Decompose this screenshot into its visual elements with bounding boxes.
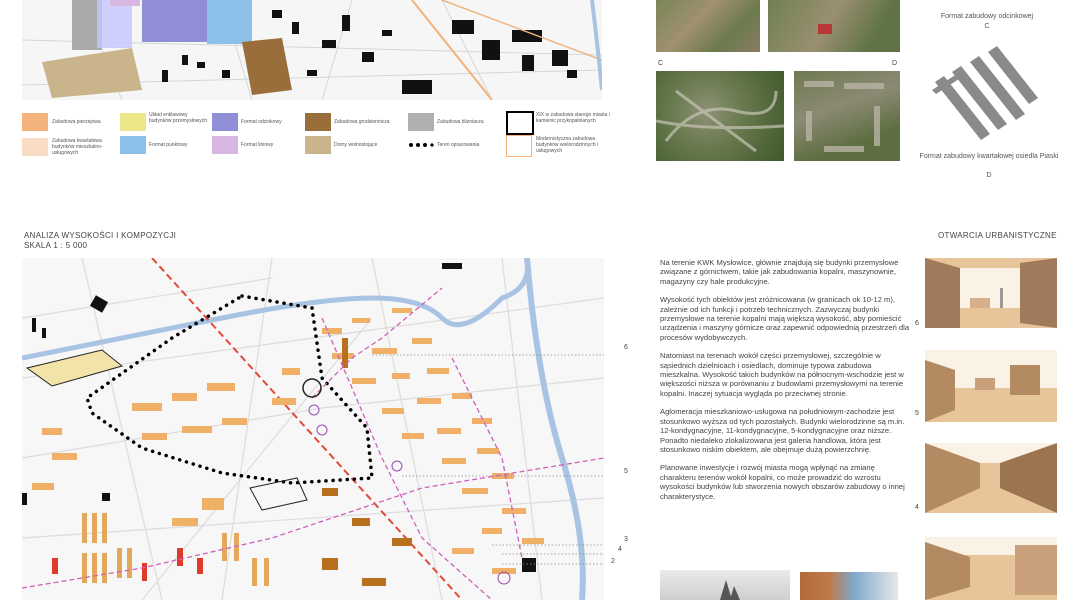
legend-swatch-6 xyxy=(212,136,238,154)
legend-swatch-11 xyxy=(506,111,534,135)
legend-swatch-7 xyxy=(305,113,331,131)
legend-swatch-3 xyxy=(120,113,146,131)
legend xyxy=(22,108,612,168)
height-analysis-map xyxy=(22,258,604,600)
opening-view-5 xyxy=(925,350,1057,422)
section-number-3: 3 xyxy=(624,536,628,543)
legend-swatch-8 xyxy=(305,136,331,154)
openings-title: OTWARCIA URBANISTYCZNE xyxy=(938,231,1057,240)
aerial-photo-b xyxy=(768,0,900,52)
opening-view-4 xyxy=(925,443,1057,513)
aerial-photo-c xyxy=(656,71,784,161)
legend-label-9: Zabudowa blizniacza xyxy=(437,119,484,125)
street-photo-right xyxy=(800,572,898,600)
format-bottom-title: Format zabudowy kwartałowej osiedla Piaski xyxy=(919,153,1059,160)
section-number-6: 6 xyxy=(624,344,628,351)
paragraph-1: Na terenie KWK Mysłowice, głównie znajdują się budynki przemysłowe związane z górnictwem, takie jak zabudowania kopalni, maszynownie, magazyny czy hale produkcyjne. xyxy=(660,258,899,286)
opening-view-3 xyxy=(925,537,1057,600)
top-map-drawing xyxy=(22,0,602,100)
legend-swatch-2 xyxy=(22,138,48,156)
legend-label-8: Domy wolnostojące xyxy=(334,142,378,148)
format-top-letter: C xyxy=(984,23,990,30)
legend-label-11: XIX w zabudowa starego miasta i kamienic przykopalnianych xyxy=(536,112,610,124)
legend-swatch-12 xyxy=(506,135,532,157)
paragraph-4: Aglomeracja mieszkaniowo-usługowa na południowym-zachodzie jest stosunkowo wyższa od tych pozostałych. Budynki wielorodzinne są m.in. 12-kondygnacyjne, 11-kondygnacyjne, 5-kondygnacyjne oraz niższe. Ponadto niedaleko zlokalizowana jest galeria handlowa, która jest stosunkowo niskim obiektem, ale obejmuje dużą powierzchnię. xyxy=(660,407,905,454)
analysis-text xyxy=(660,258,910,510)
aerial-photo-a xyxy=(656,0,760,52)
format-odcinkowy-diagram xyxy=(930,42,1040,142)
top-map xyxy=(22,0,602,100)
opening-number-6: 6 xyxy=(915,320,919,327)
legend-label-1: Zabudowa pierzejowa xyxy=(52,119,101,125)
section-number-4: 4 xyxy=(618,546,622,553)
format-bottom-letter: D xyxy=(986,172,992,179)
legend-label-7: Zabudowa grodziennicza xyxy=(334,119,390,125)
opening-number-4: 4 xyxy=(915,504,919,511)
aerial-photo-d xyxy=(794,71,900,161)
photo-label-c: C xyxy=(658,60,664,67)
section-number-2: 2 xyxy=(611,558,615,565)
format-top-title: Format zabudowy odcinkowej xyxy=(940,13,1034,20)
legend-label-4: Format punktowy xyxy=(149,142,188,148)
legend-label-2: Zabudowa kwartałowa budynków mieszkalno-usługowych xyxy=(52,138,103,156)
legend-swatch-9 xyxy=(408,113,434,131)
legend-label-3: Układ enklawowy budynków przemysłowych xyxy=(149,112,208,124)
opening-view-6 xyxy=(925,258,1057,328)
height-map-drawing xyxy=(22,258,604,600)
street-photo-left xyxy=(660,570,790,600)
legend-label-6: Format liniowy xyxy=(241,142,274,148)
paragraph-3: Natomiast na terenach wokół części przemysłowej, szczególnie w sąsiednich dzielnicach i osiedlach, dominuje typowa zabudowa mieszkalna. Wysokość takich budynków na północnym-wschodzie jest w większości niższa w porównaniu z budowlami przemysłowymi na terenie kopalni. Inaczej sytuacja wygląda po przeciwnej stronie. xyxy=(660,351,904,398)
paragraph-2: Wysokość tych obiektów jest zróżnicowana (w granicach ok 10-12 m), zależnie od ich funkcji i potrzeb technicznych. Zazwyczaj budynki przemysłowe na terenie kopalni mają większą wysokość, aby pomieścić urządzenia i maszyny górnicze oraz zapewnić odpowiednią przestrzeń dla procesów wydobywczych. xyxy=(660,295,910,342)
legend-label-5: Format odcinkowy xyxy=(241,119,282,125)
opening-number-5: 5 xyxy=(915,410,919,417)
legend-label-12: Modernistyczna zabudowa budynków wielorodzinnych i usługowych xyxy=(536,136,598,154)
analysis-scale: SKALA 1 : 5 000 xyxy=(24,241,88,250)
photo-label-d: D xyxy=(892,60,898,67)
analysis-title: ANALIZA WYSOKOŚCI I KOMPOZYCJI xyxy=(24,231,177,240)
legend-swatch-10 xyxy=(408,136,434,154)
legend-label-10: Teren opracowania xyxy=(437,142,480,148)
legend-swatch-5 xyxy=(212,113,238,131)
paragraph-5: Planowane inwestycje i rozwój miasta mogą wpłynąć na zmianę charakteru terenów wokół kopalni, co może prowadzić do wzrostu wysokości budynków lub stworzenia nowych obszarów zabudowy o innej charakterystyce. xyxy=(660,463,905,501)
legend-swatch-4 xyxy=(120,136,146,154)
section-number-5: 5 xyxy=(624,468,628,475)
legend-swatch-1 xyxy=(22,113,48,131)
